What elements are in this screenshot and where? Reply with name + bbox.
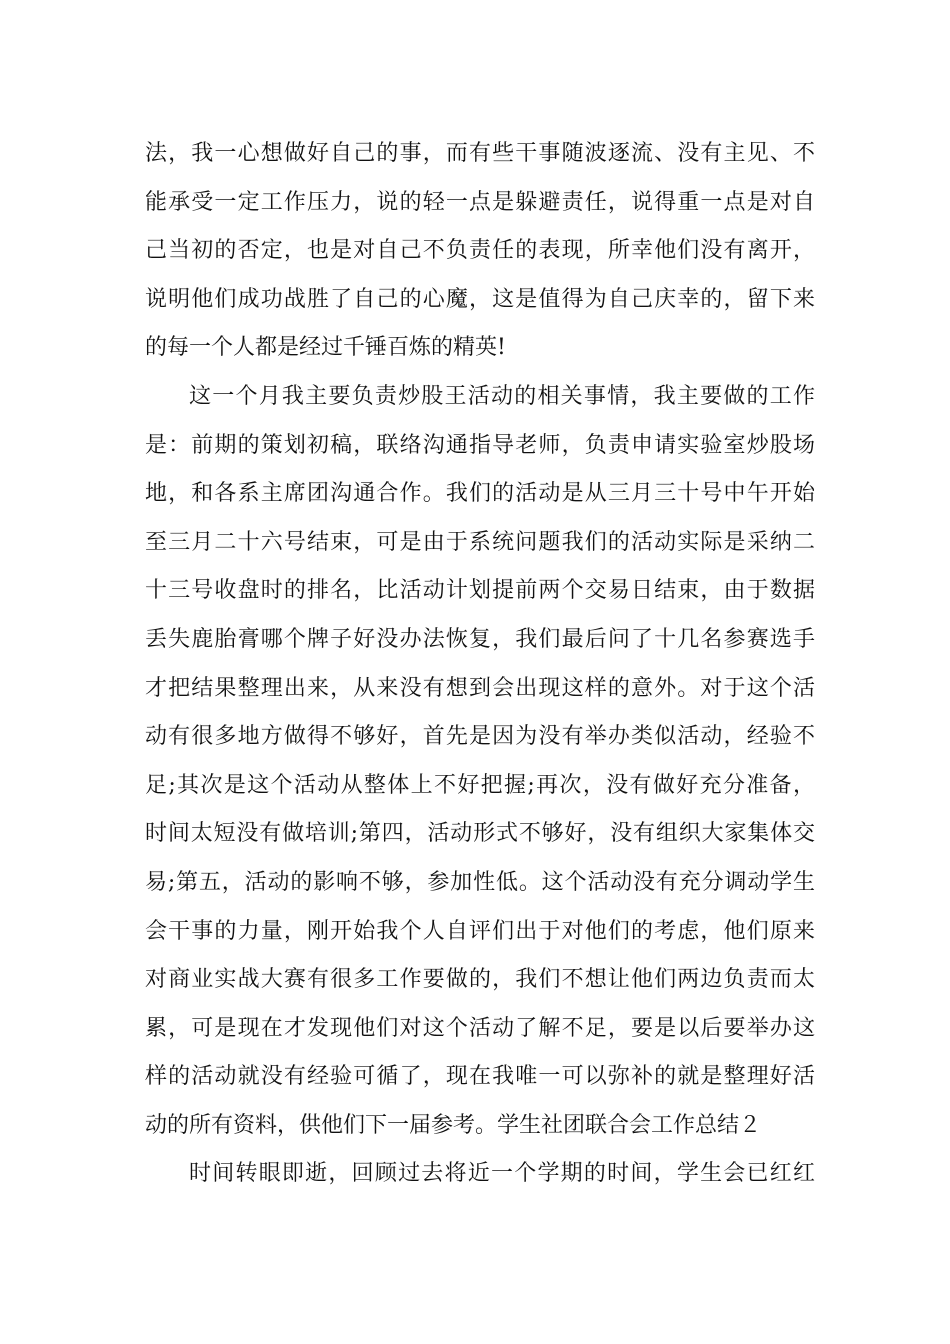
- text-line: 时间转眼即逝，回顾过去将近一个学期的时间，学生会已红红: [189, 1161, 815, 1187]
- paragraph: [145, 373, 815, 1151]
- text-line: 易;第五，活动的影响不够，参加性低。这个活动没有充分调动学生: [145, 869, 815, 895]
- text-line: 累，可是现在才发现他们对这个活动了解不足，要是以后要举办这: [145, 1015, 815, 1041]
- text-line: 这一个月我主要负责炒股王活动的相关事情，我主要做的工作: [189, 383, 815, 409]
- text-line: 能承受一定工作压力，说的轻一点是躲避责任，说得重一点是对自: [145, 189, 815, 215]
- text-line: 至三月二十六号结束，可是由于系统问题我们的活动实际是采纳二: [145, 529, 815, 555]
- text-line: 说明他们成功战胜了自己的心魔，这是值得为自己庆幸的，留下来: [145, 286, 815, 312]
- text-line: 动有很多地方做得不够好，首先是因为没有举办类似活动，经验不: [145, 724, 815, 750]
- text-line: 对商业实战大赛有很多工作要做的，我们不想让他们两边负责而太: [145, 967, 815, 993]
- paragraph: [145, 130, 815, 373]
- text-line: 丢失鹿胎膏哪个牌子好没办法恢复，我们最后问了十几名参赛选手: [145, 626, 815, 652]
- text-line: 动的所有资料，供他们下一届参考。学生社团联合会工作总结２: [145, 1112, 762, 1138]
- text-line: 是：前期的策划初稿，联络沟通指导老师，负责申请实验室炒股场: [145, 432, 815, 458]
- text-line: 十三号收盘时的排名，比活动计划提前两个交易日结束，由于数据: [145, 578, 815, 604]
- paragraph: [145, 1150, 815, 1199]
- text-line: 的每一个人都是经过千锤百炼的精英!: [145, 335, 506, 361]
- text-line: 会干事的力量，刚开始我个人自评们出于对他们的考虑，他们原来: [145, 918, 815, 944]
- text-line: 时间太短没有做培训;第四，活动形式不够好，没有组织大家集体交: [145, 821, 815, 847]
- text-line: 己当初的否定，也是对自己不负责任的表现，所幸他们没有离开，: [145, 238, 815, 264]
- text-line: 样的活动就没有经验可循了，现在我唯一可以弥补的就是整理好活: [145, 1064, 815, 1090]
- text-line: 地，和各系主席团沟通合作。我们的活动是从三月三十号中午开始: [145, 481, 815, 507]
- text-line: 足;其次是这个活动从整体上不好把握;再次，没有做好充分准备，: [145, 772, 815, 798]
- text-line: 法，我一心想做好自己的事，而有些干事随波逐流、没有主见、不: [145, 141, 815, 166]
- document-body: [145, 130, 815, 1199]
- text-line: 才把结果整理出来，从来没有想到会出现这样的意外。对于这个活: [145, 675, 815, 701]
